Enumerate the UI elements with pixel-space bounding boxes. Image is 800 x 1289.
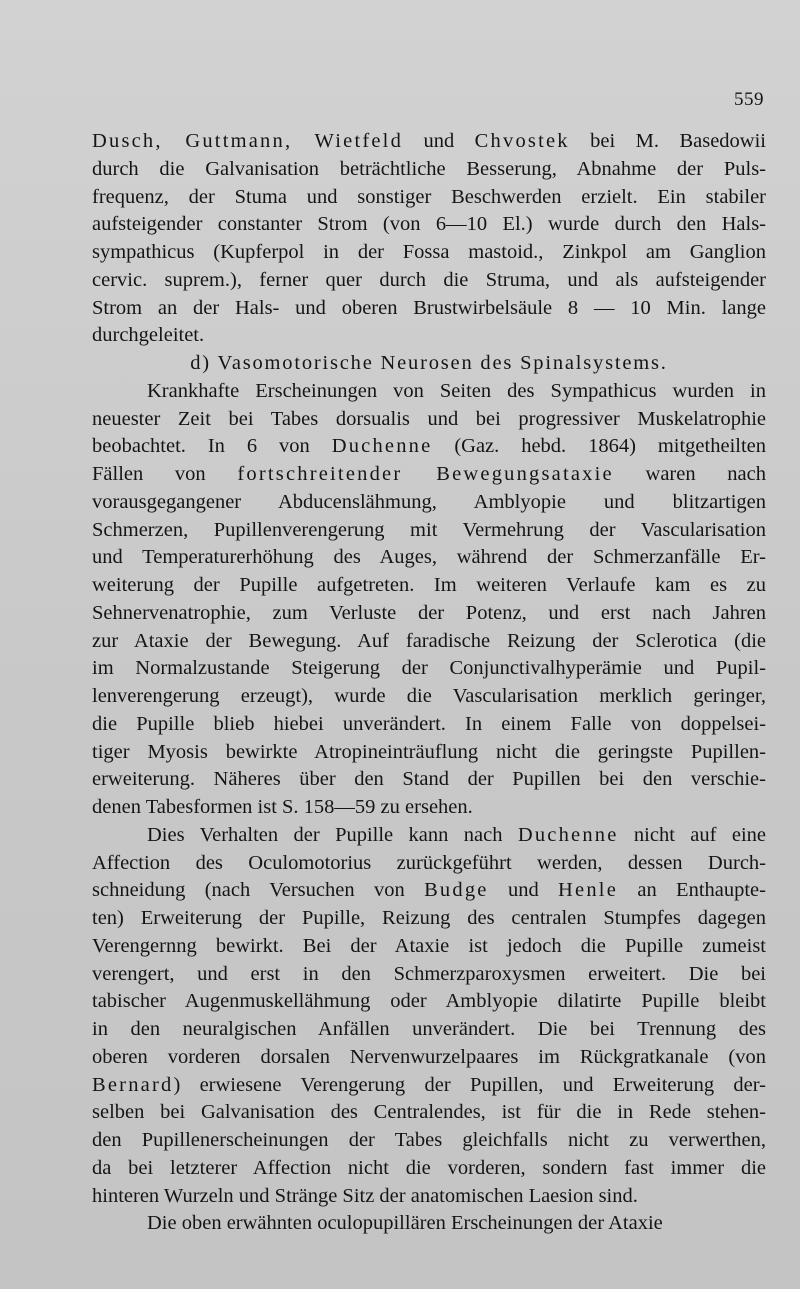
text-line xyxy=(92,378,766,406)
text-line xyxy=(92,711,766,739)
text-line xyxy=(92,322,766,350)
text-line xyxy=(92,933,766,961)
text-run: neuester Zeit bei Tabes dorsualis und bei progressiver Muskelatrophie xyxy=(92,407,766,430)
text-line xyxy=(92,988,766,1016)
text-run: tiger Myosis bewirkte Atropineinträuflung nicht die geringste Pupillen- xyxy=(92,740,766,763)
text-line xyxy=(92,239,766,267)
text-run: Krankhafte Erscheinungen von Seiten des Sympathicus wurden in xyxy=(147,379,766,402)
text-run: cervic. suprem.), ferner quer durch die Struma, und als aufsteigender xyxy=(92,268,766,291)
text-run: lenverengerung erzeugt), wurde die Vascularisation merklich geringer, xyxy=(92,685,766,707)
text-line xyxy=(92,461,766,489)
text-line xyxy=(92,822,766,850)
text-run: sympathicus (Kupferpol in der Fossa mastoid., Zinkpol am Ganglion xyxy=(92,241,766,263)
author-name: Chvostek xyxy=(474,130,570,152)
text-run: Fällen von xyxy=(92,463,238,485)
author-name: Duchenne xyxy=(331,435,433,458)
text-run: denen Tabesformen ist S. 158—59 zu ersehen. xyxy=(92,796,473,818)
text-run: ten) Erweiterung der Pupille, Reizung des centralen Stumpfes dagegen xyxy=(92,907,766,929)
text-run: Dies Verhalten der Pupille kann nach xyxy=(147,823,518,846)
author-name: Henle xyxy=(558,879,618,902)
text-line xyxy=(92,1072,766,1100)
text-run: aufsteigender constanter Strom (von 6—10 El.) wurde durch den Hals- xyxy=(92,213,766,236)
text-line xyxy=(92,766,766,794)
author-name: Duchenne xyxy=(517,823,619,846)
text-run: bei M. Basedowii xyxy=(569,130,766,152)
text-run: verengert, und erst in den Schmerzparoxysmen erweitert. Die bei xyxy=(92,962,766,985)
text-run: hinteren Wurzeln und Stränge Sitz der anatomischen Laesion sind. xyxy=(92,1184,638,1207)
text-line xyxy=(92,1155,766,1183)
text-run: schneidung (nach Versuchen von xyxy=(92,879,425,902)
author-name: Dusch, Guttmann, Wietfeld xyxy=(92,130,404,152)
text-run: frequenz, der Stuma und sonstiger Beschwerden erzielt. Ein stabiler xyxy=(92,185,766,208)
text-line xyxy=(92,1044,766,1072)
text-line xyxy=(92,1210,766,1238)
text-run: Affection des Oculomotorius zurückgeführt werden, dessen Durch- xyxy=(92,851,766,874)
text-run: im Normalzustande Steigerung der Conjunctivalhyperämie und Pupil- xyxy=(92,657,766,680)
text-line xyxy=(92,794,766,822)
text-run: nicht auf eine xyxy=(618,823,766,846)
text-run: und xyxy=(488,879,559,902)
text-run: beobachtet. In 6 von xyxy=(92,435,332,458)
text-run: in den neuralgischen Anfällen unverändert. Die bei Trennung des xyxy=(92,1018,766,1040)
text-run: vorausgegangener Abducenslähmung, Amblyopie und blitzartigen xyxy=(92,490,766,513)
text-line xyxy=(92,1127,766,1155)
text-run: und Temperaturerhöhung des Auges, während der Schmerzanfälle Er- xyxy=(92,546,766,569)
text-line xyxy=(92,1099,766,1127)
text-line xyxy=(92,739,766,767)
text-run: zur Ataxie der Bewegung. Auf faradische Reizung der Sclerotica (die xyxy=(92,629,766,652)
text-run: weiterung der Pupille aufgetreten. Im weiteren Verlaufe kam es zu xyxy=(92,574,766,596)
text-run: oberen vorderen dorsalen Nervenwurzelpaares im Rückgratkanale (von xyxy=(92,1045,766,1068)
text-line xyxy=(92,1016,766,1044)
text-run: durch die Galvanisation beträchtliche Besserung, Abnahme der Puls- xyxy=(92,157,766,180)
text-line xyxy=(92,433,766,461)
section-heading xyxy=(92,350,766,378)
text-run: ) erwiesene Verengerung der Pupillen, und Erweiterung der- xyxy=(173,1073,766,1096)
text-run: und xyxy=(403,130,475,152)
text-line xyxy=(92,211,766,239)
text-line xyxy=(92,961,766,989)
text-line xyxy=(92,905,766,933)
author-name: fortschreitender Bewegungsataxie xyxy=(237,463,614,485)
text-line xyxy=(92,184,766,212)
text-line xyxy=(92,156,766,184)
text-run: Strom an der Hals- und oberen Brustwirbelsäule 8 — 10 Min. lange xyxy=(92,296,766,319)
text-run: Verengernng bewirkt. Bei der Ataxie ist jedoch die Pupille zumeist xyxy=(92,934,766,957)
text-run: Sehnervenatrophie, zum Verluste der Potenz, und erst nach Jahren xyxy=(92,601,766,624)
text-run: an Enthaupte- xyxy=(618,879,766,902)
author-name: Bernard xyxy=(92,1073,174,1096)
text-run: da bei letzterer Affection nicht die vorderen, sondern fast immer die xyxy=(92,1156,766,1179)
text-line xyxy=(92,128,766,156)
text-line xyxy=(92,267,766,295)
text-line xyxy=(92,877,766,905)
author-name: Budge xyxy=(424,879,489,902)
text-line xyxy=(92,655,766,683)
text-line xyxy=(92,489,766,517)
text-line xyxy=(92,850,766,878)
text-line xyxy=(92,572,766,600)
text-line xyxy=(92,628,766,656)
text-line xyxy=(92,1183,766,1211)
text-run: durchgeleitet. xyxy=(92,324,205,347)
text-run: tabischer Augenmuskellähmung oder Amblyopie dilatirte Pupille bleibt xyxy=(92,990,766,1013)
text-run: den Pupillenerscheinungen der Tabes gleichfalls nicht zu verwerthen, xyxy=(92,1129,766,1151)
text-run: Schmerzen, Pupillenverengerung mit Vermehrung der Vascularisation xyxy=(92,518,766,541)
text-run: (Gaz. hebd. 1864) mitgetheilten xyxy=(432,435,766,458)
text-run: erweiterung. Näheres über den Stand der Pupillen bei den verschie- xyxy=(92,768,766,791)
text-line xyxy=(92,406,766,434)
text-line xyxy=(92,544,766,572)
text-line xyxy=(92,600,766,628)
text-run: waren nach xyxy=(613,463,766,485)
text-run: d) Vasomotorische Neurosen des Spinalsystems. xyxy=(190,352,668,374)
text-run: die Pupille blieb hiebei unverändert. In einem Falle von doppelsei- xyxy=(92,712,766,735)
text-line xyxy=(92,295,766,323)
text-run: selben bei Galvanisation des Centralendes, ist für die in Rede stehen- xyxy=(92,1101,766,1124)
text-line xyxy=(92,517,766,545)
text-line xyxy=(92,683,766,711)
page-number: 559 xyxy=(734,89,764,110)
text-run: Die oben erwähnten oculopupillären Erscheinungen der Ataxie xyxy=(147,1212,663,1235)
body-text xyxy=(92,128,766,1238)
